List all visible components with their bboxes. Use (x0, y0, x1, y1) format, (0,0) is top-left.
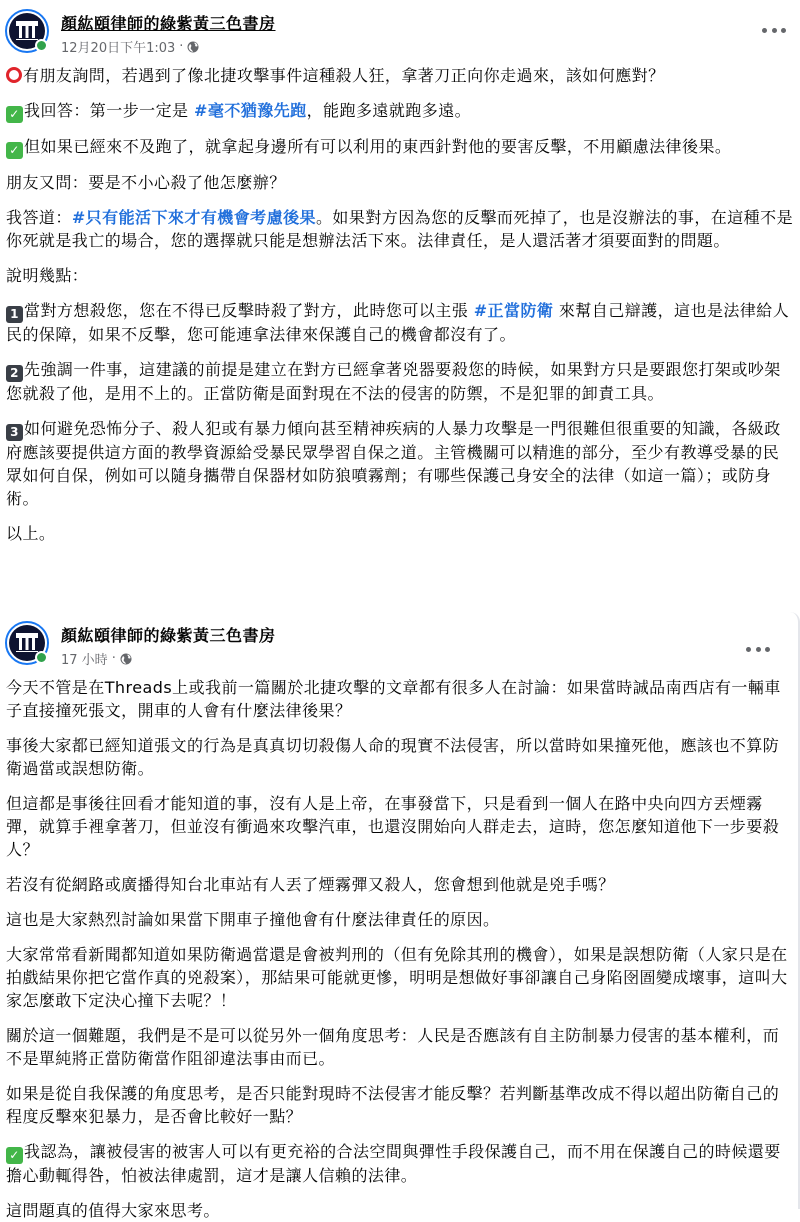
paragraph (6, 171, 794, 194)
timestamp[interactable]: 17 小時 (61, 653, 108, 668)
number-2-icon: 2 (6, 365, 23, 382)
law-logo-icon (15, 20, 39, 42)
post-2 (0, 612, 800, 1220)
paragraph-text: 大家常常看新聞都知道如果防衛過當還是會被判刑的（但有免除其刑的機會），如果是誤想防衛（人家只是在拍戲結果你把它當作真的兇殺案），那結果可能就更慘，明明是想做好事卻讓自己身陷囹圄變成壞事，這叫大家怎麼敢下定決心撞下去呢？！ (6, 945, 788, 1010)
paragraph-text: 這問題真的值得大家來思考。 (6, 1201, 220, 1220)
paragraph (6, 1024, 792, 1070)
avatar-logo (9, 625, 45, 661)
law-logo-icon (15, 632, 39, 654)
meta-separator: · (111, 651, 116, 666)
hashtag-link[interactable]: #正當防衛 (473, 301, 554, 320)
paragraph-text: 我認為，讓被侵害的被害人可以有更充裕的合法空間與彈性手段保護自己，而不用在保護自己的時候還要擔心動輒得咎，怕被法律處罰，這才是讓人信賴的法律。 (6, 1142, 781, 1185)
paragraph (6, 908, 792, 931)
dot (756, 647, 761, 652)
check-mark-icon: ✓ (6, 1147, 23, 1164)
paragraph-text: ，能跑多遠就跑多遠。 (306, 101, 472, 120)
post-header (0, 0, 800, 64)
paragraph (6, 792, 792, 861)
paragraph-text: 若沒有從網路或廣播得知台北車站有人丟了煙霧彈又殺人，您會想到他就是兇手嗎？ (6, 875, 615, 894)
paragraph-text: 有朋友詢問，若遇到了像北捷攻擊事件這種殺人狂，拿著刀正向你走過來，該如何應對？ (23, 66, 665, 85)
page-avatar[interactable] (5, 621, 49, 665)
paragraph-text: 關於這一個難題，我們是不是可以從另外一個角度思考：人民是否應該有自主防制暴力侵害的基本權利，而不是單純將正當防衛當作阻卻違法事由而已。 (6, 1026, 780, 1068)
timestamp[interactable]: 12月20日下午1:03 (61, 41, 176, 56)
page-avatar[interactable] (5, 9, 49, 53)
paragraph-text: 來幫自己辯護，這也是法律給人民的保障，如果不反擊，您可能連拿法律來保護自己的機會都沒有了。 (6, 301, 790, 344)
globe-icon (120, 653, 132, 665)
post-body (0, 676, 798, 1222)
hashtag-link[interactable]: #毫不猶豫先跑 (194, 101, 307, 120)
hashtag-link[interactable]: #只有能活下來才有機會考慮後果 (71, 208, 316, 227)
author-name[interactable]: 顏紘頤律師的綠紫黃三色書房 (61, 14, 276, 33)
dot (772, 28, 777, 33)
paragraph (6, 64, 794, 87)
paragraph (6, 206, 794, 252)
paragraph (6, 873, 792, 896)
paragraph-text: 。如果對方因為您的反擊而死掉了，也是沒辦法的事，在這種不是你死就是我亡的場合，您的選擇就只能是想辦法活下來。法律責任，是人還活著才須要面對的問題。 (6, 208, 794, 250)
dot (765, 647, 770, 652)
paragraph-text: 以上。 (6, 524, 56, 543)
paragraph (6, 264, 794, 287)
paragraph (6, 1199, 792, 1222)
paragraph-text: 我答道： (6, 208, 72, 227)
paragraph (6, 734, 792, 780)
meta-separator: · (179, 39, 184, 54)
paragraph-text: 如何避免恐怖分子、殺人犯或有暴力傾向甚至精神疾病的人暴力攻擊是一門很難但很重要的知識，各級政府應該要提供這方面的教學資源給受暴民眾學習自保之道。主管機關可以精進的部分，至少有教導受暴的民眾如何自保，例如可以隨身攜帶自保器材如防狼噴霧劑；有哪些保護己身安全的法律（如這一篇）；或防身術。 (6, 419, 781, 508)
more-options-icon (762, 28, 767, 33)
paragraph (6, 522, 794, 545)
paragraph (6, 943, 792, 1012)
paragraph (6, 135, 794, 159)
online-status-dot (35, 39, 48, 52)
more-options-button[interactable] (762, 22, 786, 38)
check-mark-icon: ✓ (6, 142, 23, 159)
paragraph (6, 676, 792, 722)
dot (781, 28, 786, 33)
red-circle-icon (6, 67, 22, 83)
avatar-logo (9, 13, 45, 49)
paragraph-text: 如果是從自我保護的角度思考，是否只能對現時不法侵害才能反擊？若判斷基準改成不得以超出防衛自己的程度反擊來犯暴力，是否會比較好一點？ (6, 1084, 780, 1126)
author-name[interactable]: 顏紘頤律師的綠紫黃三色書房 (61, 626, 276, 645)
post-meta (61, 649, 132, 668)
paragraph (6, 299, 794, 346)
number-3-icon: 3 (6, 424, 23, 441)
check-mark-icon: ✓ (6, 106, 23, 123)
more-options-icon (746, 647, 751, 652)
paragraph (6, 99, 794, 123)
paragraph-text: 這也是大家熱烈討論如果當下開車子撞他會有什麼法律責任的原因。 (6, 910, 500, 929)
paragraph-text: 我回答：第一步一定是 (24, 101, 195, 120)
paragraph-text: 先強調一件事，這建議的前提是建立在對方已經拿著兇器要殺您的時候，如果對方只是要跟您打架或吵架您就殺了他，是用不上的。正當防衛是面對現在不法的侵害的防禦，不是犯罪的卸責工具。 (6, 360, 781, 403)
globe-icon (187, 41, 199, 53)
paragraph-text: 說明幾點： (6, 266, 89, 285)
paragraph-text: 今天不管是在Threads上或我前一篇關於北捷攻擊的文章都有很多人在討論：如果當時誠品南西店有一輛車子直接撞死張文，開車的人會有什麼法律後果？ (6, 678, 781, 720)
paragraph-text: 朋友又問：要是不小心殺了他怎麼辦？ (6, 173, 286, 192)
paragraph-text: 事後大家都已經知道張文的行為是真真切切殺傷人命的現實不法侵害，所以當時如果撞死他，應該也不算防衛過當或誤想防衛。 (6, 736, 780, 778)
paragraph (6, 1140, 792, 1187)
more-options-button[interactable] (746, 641, 770, 657)
number-1-icon: 1 (6, 306, 23, 323)
paragraph-text: 但如果已經來不及跑了，就拿起身邊所有可以利用的東西針對他的要害反擊，不用顧慮法律後果。 (24, 137, 732, 156)
post-body (0, 64, 800, 545)
paragraph (6, 358, 794, 405)
online-status-dot (35, 651, 48, 664)
paragraph (6, 1082, 792, 1128)
post-header (0, 612, 798, 676)
paragraph-text: 當對方想殺您，您在不得已反擊時殺了對方，此時您可以主張 (24, 301, 474, 320)
paragraph (6, 417, 794, 510)
paragraph-text: 但這都是事後往回看才能知道的事，沒有人是上帝，在事發當下，只是看到一個人在路中央向四方丟煙霧彈，就算手裡拿著刀，但並沒有衝過來攻擊汽車，也還沒開始向人群走去，這時，您怎麼知道他下一步要殺人？ (6, 794, 780, 859)
post-meta (61, 37, 199, 56)
